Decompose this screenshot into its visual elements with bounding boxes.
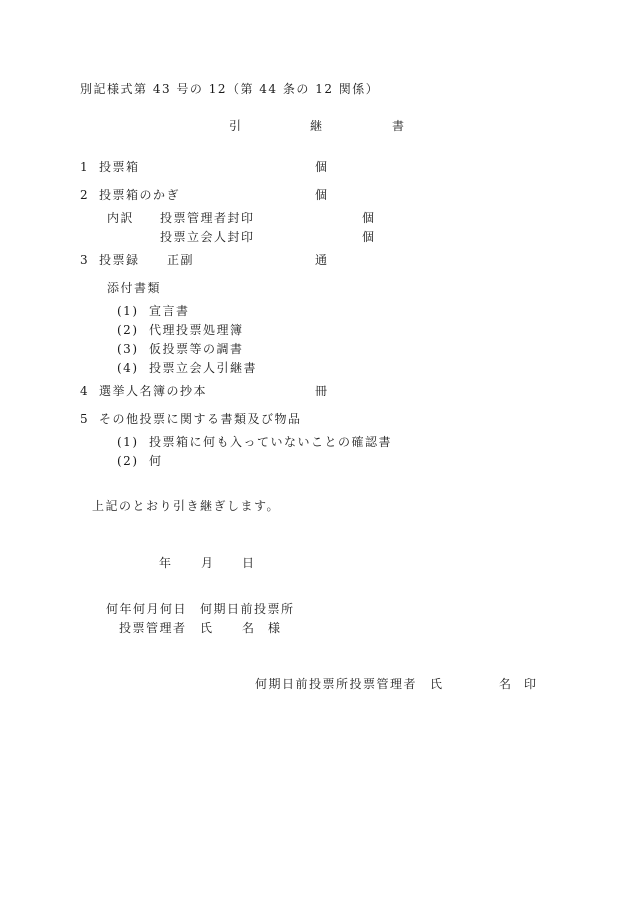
item-3-label: 投票録 — [99, 253, 140, 267]
item-5-number: 5 — [80, 412, 90, 426]
statement: 上記のとおり引き継ぎします。 — [92, 499, 281, 513]
addressee-mei: 名 — [242, 621, 256, 635]
signer-role: 何期日前投票所投票管理者 — [255, 677, 418, 691]
date-year: 年 — [159, 556, 173, 570]
attachment-1-label: 宣言書 — [149, 304, 190, 318]
breakdown-row-2-label: 投票立会人封印 — [160, 230, 255, 244]
item-5-sub-2-label: 何 — [149, 454, 163, 468]
date-day: 日 — [242, 556, 256, 570]
addressee-shi: 氏 — [200, 621, 214, 635]
attachment-4-number: (4) — [117, 361, 139, 375]
item-3-unit: 通 — [315, 253, 329, 267]
item-3-number: 3 — [80, 253, 90, 267]
item-2-number: 2 — [80, 188, 90, 202]
title-char-3: 書 — [392, 119, 405, 133]
item-4-number: 4 — [80, 384, 90, 398]
item-5-sub-1-label: 投票箱に何も入っていないことの確認書 — [149, 435, 393, 449]
item-4-unit: 冊 — [315, 384, 329, 398]
title-char-1: 引 — [229, 119, 242, 133]
item-1-number: 1 — [80, 160, 90, 174]
item-4-label: 選挙人名簿の抄本 — [99, 384, 208, 398]
item-1-label: 投票箱 — [99, 160, 140, 174]
breakdown-row-1-unit: 個 — [362, 211, 376, 225]
item-5-sub-2-number: (2) — [117, 454, 139, 468]
breakdown-row-2-unit: 個 — [362, 230, 376, 244]
attachment-4-label: 投票立会人引継書 — [149, 361, 258, 375]
addressee-office: 何期日前投票所 — [200, 602, 295, 616]
addressee-sama: 様 — [268, 621, 282, 635]
signer-mei: 名 — [499, 677, 513, 691]
attachment-3-label: 仮投票等の調書 — [149, 342, 244, 356]
attachments-heading: 添付書類 — [107, 281, 162, 295]
item-5-sub-1-number: (1) — [117, 435, 139, 449]
attachment-2-number: (2) — [117, 323, 139, 337]
item-2-label: 投票箱のかぎ — [99, 188, 181, 202]
breakdown-heading: 内訳 — [107, 211, 135, 225]
item-5-label: その他投票に関する書類及び物品 — [99, 412, 302, 426]
form-header: 別記様式第 43 号の 12（第 44 条の 12 関係） — [80, 82, 380, 96]
item-3-sub: 正副 — [167, 253, 195, 267]
item-1-unit: 個 — [315, 160, 329, 174]
addressee-role: 投票管理者 — [119, 621, 187, 635]
signer-seal: 印 — [524, 677, 538, 691]
breakdown-row-1-label: 投票管理者封印 — [160, 211, 255, 225]
item-2-unit: 個 — [315, 188, 329, 202]
attachment-2-label: 代理投票処理簿 — [149, 323, 244, 337]
attachment-1-number: (1) — [117, 304, 139, 318]
date-month: 月 — [201, 556, 215, 570]
signer-shi: 氏 — [430, 677, 444, 691]
title-char-2: 継 — [310, 119, 323, 133]
attachment-3-number: (3) — [117, 342, 139, 356]
addressee-date: 何年何月何日 — [106, 602, 188, 616]
